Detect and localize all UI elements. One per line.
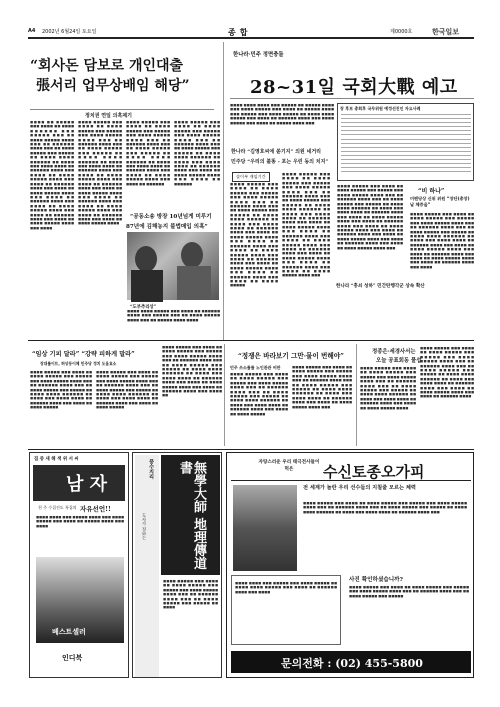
lead-title-2: 張서리 업무상배임 해당” [36,78,190,94]
newspaper-logo: 한국일보 [432,27,460,36]
bottom-left-headline: “임상 기피 달라” “강략 피하게 말라” [32,351,135,358]
ogapi-ad: 자랑스러운 우리 태극전사들이 먹은 수신토종오가피 전 세계가 놀란 우리 선수들의 지칠줄 모르는 체력 ■■■■ ■■■■■ ■■■ ■■■■ ■■ ■■■■ ■■■■■ ■■■ ■■■■■ ■■■ ■■■■ ■■■■■ ■■■■ ■■■ ■■ ■■■■■■ ■■■■ ■■■ ■■ ■■■■ ■■■■■ ■■■ ■■■■■ ■■ ■■■■ ■■■■ ■■■■■■ ■■ ■■■■ ■■■ ■■■■ ■■■■ ■■ ■■■■■■ ■■■■ ■■■ ■■■■ ■■■■ ■■■ ■■■■■ ■■■ ■■■■ ■■■■■ ■■ ■■■■ ■■■■ ■■■■■ ■■■ ■■■■ ■■ ■■■■■■ ■■■■ ■■■ ■■■■ 사진 확인하셨습니까? ■■■■ ■■■■■ ■■■ ■■■■ ■■ ■■■■ ■■■■■ ■■■ ■■■■■ ■■■ ■■■■ ■■■■■ ■■■■ ■■■ ■■ ■■■■■■ ■■■■ ■■■ ■■ ■■■■ ■■■■■ ■■■ ■■■■■ 문의전화 : (02) 455-5800 [226,452,474,678]
middle-lede-1: 한나라 “김영호씨에 쏟기지” 의원 네거리 [231,149,321,155]
geomancy-ad: 풍수지리 도사가 전하는 無學大師 地理傳道書 ■■■■ ■■■■■ ■■■ ■■■■ ■■ ■■■■ ■■■■■ ■■■ ■■■■■ ■■■ ■■■■ ■■■■■ ■■■■ ■■■ ■■ ■■■■■■ ■■■■ ■■■ ■■ ■■■■ ■■■■■ ■■■ ■■■■■ ■■ ■■■■ [132,452,222,678]
middle-body-a: ■■■■ ■■■■■ ■■■ ■■■■ ■■ ■■■■ ■■■■■ ■■■ ■■■■■ ■■■ ■■■■ ■■■■■ ■■■■ ■■■ ■■ ■■■■■■ ■■■■ ■■■ ■■ ■■■■ ■■■■■ ■■■ ■■■■■ ■■ ■■■■ ■■■■ ■■■■■■ ■■ ■■■■ ■■■ ■■■■ ■■■■ ■■ ■■■■■■ ■■■■ ■■■ ■■■■ ■■ ■■■■ ■■■■■ ■■■■ ■■■ ■■■■ ■■ ■■■■■■ ■■■■ ■■■ ■■■■ ■■ ■■■■ ■■■■■ ■■■■ ■■■ ■■■■ ■■ ■■■■■■ ■■■■ ■■■ ■■■■ ■■ ■■■■ ■■■■■ ■■■■ ■■■ ■■■■ ■■ ■■■■■■ ■■■■ ■■■ ■■■■ ■■ ■■■■ ■■■■■ [230,182,278,288]
table-title: 장 후보 총회후 국무위원 예정선진인 자요사례 [340,106,421,111]
bottom-left-body-3: ■■■■ ■■■■■ ■■■ ■■■■ ■■ ■■■■ ■■■■■ ■■■ ■■■■■ ■■■ ■■■■ ■■■■■ ■■■■ ■■■ ■■ ■■■■■■ ■■■■ ■■■ ■■ ■■■■ ■■■■■ ■■■ ■■■■■ ■■ ■■■■ ■■■■ ■■■■■■ ■■ ■■■■ ■■■ ■■■■ ■■■■ ■■ ■■■■■■ ■■■■ ■■■ ■■■■ ■■ ■■■■ ■■■■■ ■■■■ ■■■ ■■■■ ■■ ■■■■■■ ■■■■ ■■■ ■■■■ ■■ [162,345,222,398]
ogapi-claim: 전 세계가 놀란 우리 선수들의 지칠줄 모르는 체력 [303,485,416,491]
news-photo [127,232,219,300]
page-number: A4 [28,28,36,34]
photo-quote-1: “공동소송 방장 10년넘게 미루기 [130,214,212,220]
middle-intro: ■■■■ ■■■■ ■■■■ ■■■ ■■■■■ ■■ ■■■■■ ■■■■ ■■■ ■■■■ ■■■■■ ■■■ ■■■■ ■■ ■■■■■ ■■■■ ■■■ ■■■■■ ■■■ ■■■■ ■■■■■ ■■ ■■■■ ■■■■ ■■■■■ ■■■ ■■■■ ■■ ■■■■■■ ■■■■ ■■■ ■■■■ ■■■■■ ■■■ ■■■■ ■■ ■■■■■ ■■■■ ■■■ [230,103,334,125]
geomancy-side-title: 도사가 전하는 [142,513,147,540]
center-low-body-2: ■■■■ ■■■■■ ■■■ ■■■■ ■■ ■■■■ ■■■■■ ■■■ ■■■■■ ■■■ ■■■■ ■■■■■ ■■■■ ■■■ ■■ ■■■■■■ ■■■■ ■■■ ■■ ■■■■ ■■■■■ ■■■ ■■■■■ ■■ ■■■■ ■■■■ ■■■■■■ ■■ ■■■■ ■■■ ■■■■ ■■■■ ■■ ■■■■■■ ■■■■ ■■■ ■■■■ ■■ ■■■■ ■■■■■ ■■■■ ■■■ [292,365,352,409]
page-header [28,27,474,37]
middle-title: 28~31일 국회大戰 예고 [250,77,458,98]
book-ad-title: 남 자 [66,474,108,495]
bottom-left-body-2: ■■■■ ■■■■■ ■■■ ■■■■ ■■ ■■■■ ■■■■■ ■■■ ■■■■■ ■■■ ■■■■ ■■■■■ ■■■■ ■■■ ■■ ■■■■■■ ■■■■ ■■■ ■■ ■■■■ ■■■■■ ■■■ ■■■■■ ■■ ■■■■ ■■■■ ■■■■■■ ■■ ■■■■ ■■■ ■■■■ ■■■■ ■■ ■■■■■■ ■■■■ ■■■ ■■■■ ■■ ■■■■ ■■■■■ [96,370,158,410]
ogapi-portrait [233,485,297,571]
right-low-body-2: ■■■■ ■■■■■ ■■■ ■■■■ ■■ ■■■■ ■■■■■ ■■■ ■■■■■ ■■■ ■■■■ ■■■■■ ■■■■ ■■■ ■■ ■■■■■■ ■■■■ ■■■ ■■ ■■■■ ■■■■■ ■■■ ■■■■■ ■■ ■■■■ ■■■■ ■■■■■■ ■■ ■■■■ ■■■ ■■■■ ■■■■ ■■ ■■■■■■ ■■■■ ■■■ ■■■■ ■■ ■■■■ ■■■■■ ■■■■ ■■■ ■■■■ ■■ ■■■■■■ ■■■■ [420,346,474,399]
section-title: 종합 [228,27,252,37]
photo-caption-text: ■■■■ ■■■■ ■■■■■ ■■■ ■■■■ ■■ ■■■■■■ ■■■■ ■■■ ■■■■■ ■■■ ■■ ■■■■ ■■■■■ ■■■■ ■■■ ■■ ■■■■■ ■■■■ ■■■■ [127,309,220,322]
book-ad-bestseller: 베스트셀러 [52,627,86,636]
right-low-body-1: ■■■■ ■■■■■ ■■■ ■■■■ ■■ ■■■■ ■■■■■ ■■■ ■■■■■ ■■■ ■■■■ ■■■■■ ■■■■ ■■■ ■■ ■■■■■■ ■■■■ ■■■ ■■ ■■■■ ■■■■■ ■■■ ■■■■■ ■■ ■■■■ ■■■■ ■■■■■■ ■■ ■■■■ ■■■ ■■■■ ■■■■ ■■ ■■■■■■ ■■■■ ■■■ ■■■■ ■■ ■■■■ ■■■■■ ■■■■ [360,366,416,410]
photo-quote-2: 87년에 김해농지 불법매입 의혹” [126,224,208,230]
ogapi-brand: 수신토종오가피 [323,463,425,481]
side-headline: “비 하나” [418,188,445,195]
book-ad-header: 집 중 새 해 색 위 서 씨 [34,457,79,462]
middle-lede-2: 민주당 “우리의 불똥 - 포는 우린 동의 치지” [231,159,329,165]
geomancy-vertical-title: 無學大師 地理傳道書 [177,461,206,570]
side-subhead: 미랜당상 신위 위원 “장단(총장) 날 체증을” [410,196,470,207]
book-ad-subtitle: 천 주 수집진도 특집의 [38,505,77,510]
middle-body-b: ■■■■ ■■■■■ ■■■ ■■■■ ■■ ■■■■ ■■■■■ ■■■ ■■■■■ ■■■ ■■■■ ■■■■■ ■■■■ ■■■ ■■ ■■■■■■ ■■■■ ■■■ ■■ ■■■■ ■■■■■ ■■■ ■■■■■ ■■ ■■■■ ■■■■ ■■■■■■ ■■ ■■■■ ■■■ ■■■■ ■■■■ ■■ ■■■■■■ ■■■■ ■■■ ■■■■ ■■ ■■■■ ■■■■■ ■■■■ ■■■ ■■■■ ■■ ■■■■■■ ■■■■ ■■■ ■■■■ ■■ ■■■■ ■■■■■ ■■■■ ■■■ ■■■■ ■■ ■■■■■■ ■■■■ ■■■ ■■■■ ■■ ■■■■ ■■■■■ ■■■■ ■■■ ■■■■ ■■ ■■■■■■ ■■■■ ■■■ ■■■■ ■■ ■■■■ ■■■■■ ■■■■ ■■■ [282,172,330,278]
bottom-left-sub: 장대를이트, 허상동이체 민주당 정치 도움효소 [40,361,117,366]
candidate-table [337,103,474,181]
right-low-headline-1: 정종은·세경사서는 [372,349,416,355]
page-date: 2002년 6월24일 토요일 [42,29,97,35]
mid-subhead-1: 한나라 “흥쇠 성하” 민간탄행각군 상속 확산 [336,284,425,289]
middle-kicker: 한나라·민주 정면충돌 [233,52,284,58]
right-low-headline-2: 오늘 공표회동 물섭 [376,358,422,364]
ogapi-question: 사진 확인하셨습니까? [349,577,403,583]
bottom-left-body-1: ■■■■ ■■■■■ ■■■ ■■■■ ■■ ■■■■ ■■■■■ ■■■ ■■■■■ ■■■ ■■■■ ■■■■■ ■■■■ ■■■ ■■ ■■■■■■ ■■■■ ■■■ ■■ ■■■■ ■■■■■ ■■■ ■■■■■ ■■ ■■■■ ■■■■ ■■■■■■ ■■ ■■■■ ■■■ ■■■■ ■■■■ ■■ ■■■■■■ ■■■■ ■■■ ■■■■ ■■ ■■■■ ■■■■■ [30,370,92,410]
photo-caption-tag: “도부추리상” [130,305,157,310]
book-ad: 집 중 새 해 색 위 서 씨 남 자 천 주 수집진도 특집의 자유선언!! ■■■■ ■■■■ ■■■ ■■■■■ ■■■■ ■■■ ■■■■ ■■■■■ ■■■ ■■■■ ■■ ■■■■■ ■■■■ ■■■ ■■■■ 베스트셀러 인디북 [29,452,129,678]
center-low-side: 민주 쓰소를를 노인관관 비판 [230,365,281,370]
middle-box-label: 솔이부 재임기간 [232,172,270,182]
lead-title-1: “회사돈 담보로 개인대출 [30,58,184,74]
lead-body-col2: ■■■■ ■■■■■ ■■■ ■■■■ ■■ ■■■■ ■■■■■ ■■■ ■■■■■ ■■■ ■■■■ ■■■■■ ■■■■ ■■■ ■■ ■■■■■■ ■■■■ ■■■ ■■ ■■■■ ■■■■■ ■■■ ■■■■■ ■■ ■■■■ ■■■■ ■■■■■■ ■■ ■■■■ ■■■ ■■■■ ■■■■ ■■ ■■■■■■ ■■■■ ■■■ ■■■■ ■■ ■■■■ ■■■■■ ■■■■ ■■■ ■■■■ ■■ ■■■■■■ ■■■■ ■■■ ■■■■ ■■ ■■■■ ■■■■■ ■■■■ ■■■ ■■■■ ■■ ■■■■■■ ■■■■ ■■■ ■■■■ ■■ ■■■■ ■■■■■ ■■■■ ■■■ ■■■■ ■■ ■■■■■■ ■■■■ ■■■ ■■■■ ■■ ■■■■ ■■■■■ ■■■■ [78,120,122,226]
lead-headline-box [30,57,220,105]
lead-body-col4: ■■■■ ■■■■■ ■■■ ■■■■ ■■ ■■■■ ■■■■■ ■■■ ■■■■■ ■■■ ■■■■ ■■■■■ ■■■■ ■■■ ■■ ■■■■■■ ■■■■ ■■■ ■■ ■■■■ ■■■■■ ■■■ ■■■■■ ■■ ■■■■ ■■■■ ■■■■■■ ■■ ■■■■ ■■■ ■■■■ ■■■■ ■■ ■■■■■■ ■■■■ ■■■ ■■■■ ■■ ■■■■ ■■■■■ ■■■■ ■■■ ■■■■ ■■ ■■■■■■ [174,120,220,186]
lead-body-col1: ■■■■ ■■ ■■■■■ ■■■ ■■■■ ■■ ■■■■ ■■■■■■ ■■■ ■■■■■ ■■■ ■■ ■■■■ ■■■■■ ■■■■ ■■■ ■■ ■■■■■■ ■■■■ ■■■ ■■ ■■■■ ■■■■■ ■■■ ■■■■■ ■■ ■■■■ ■■■■ ■■■■■■ ■■ ■■■■ ■■■ ■■■■ ■■■■ ■■ ■■■■■■ ■■■■ ■■■ ■■■■ ■■ ■■■■ ■■■■■ ■■■■ ■■■ ■■■■ ■■ ■■■■■■ ■■■■ ■■■ ■■■■ ■■ ■■■■ ■■■■■ ■■■■ ■■■ ■■■■ ■■ ■■■■■■ ■■■■ ■■■ ■■■■ ■■ ■■■■ ■■■■■ ■■■■ ■■■ ■■■■ ■■ ■■■■■■ ■■■■ ■■■ ■■■■ ■■ ■■■■ ■■■■■ ■■■■ ■■■ ■■■■ [30,120,74,230]
center-low-headline: “정쟁은 바라보기 그만·물이 번해야” [238,352,344,360]
book-ad-slogan: 자유선언!! [80,505,111,513]
lead-body-col3: ■■■■ ■■■■■ ■■■ ■■■■ ■■ ■■■■ ■■■■■ ■■■ ■■■■■ ■■■ ■■■■ ■■■■■ ■■■■ ■■■ ■■ ■■■■■■ ■■■■ ■■■ ■■ ■■■■ ■■■■■ ■■■ ■■■■■ ■■ ■■■■ ■■■■ ■■■■■■ ■■ ■■■■ ■■■ ■■■■ ■■■■ ■■ ■■■■■■ ■■■■ ■■■ ■■■■ ■■ ■■■■ ■■■■■ ■■■■ ■■■ ■■■■ ■■ ■■■■■■ [126,120,170,186]
lead-subhead: 정치권 연일 의혹제기 [85,113,132,119]
right-body-b: ■■■■ ■■■■■ ■■■ ■■■■ ■■ ■■■■ ■■■■■ ■■■ ■■■■■ ■■■ ■■■■ ■■■■■ ■■■■ ■■■ ■■ ■■■■■■ ■■■■ ■■■ ■■ ■■■■ ■■■■■ ■■■ ■■■■■ ■■ ■■■■ ■■■■ ■■■■■■ ■■ ■■■■ ■■■ ■■■■ ■■■■ ■■ ■■■■■■ ■■■■ ■■■ ■■■■ ■■ ■■■■ ■■■■■ ■■■■ ■■■ ■■■■ ■■ ■■■■■■ ■■■■ ■■■ ■■■■ ■■ ■■■■ ■■■■■ ■■■■ ■■■ ■■■■ ■■ ■■■■■■ ■■■■ ■■■ ■■■■ [410,212,474,269]
geomancy-label: 풍수지리 [148,459,154,479]
center-low-body-1: ■■■■ ■■■■■ ■■■ ■■■■ ■■ ■■■■ ■■■■■ ■■■ ■■■■■ ■■■ ■■■■ ■■■■■ ■■■■ ■■■ ■■ ■■■■■■ ■■■■ ■■■ ■■ ■■■■ ■■■■■ ■■■ ■■■■■ ■■ ■■■■ ■■■■ ■■■■■■ ■■ ■■■■ ■■■ ■■■■ ■■■■ ■■ ■■■■■■ ■■■■ ■■■ ■■■■ ■■ ■■■■ ■■■■■ [230,372,288,416]
ogapi-contact: 문의전화 : (02) 455-5800 [281,657,423,670]
right-body-a: ■■■■ ■■■■■ ■■■ ■■■■ ■■ ■■■■ ■■■■■ ■■■ ■■■■■ ■■■ ■■■■ ■■■■■ ■■■■ ■■■ ■■ ■■■■■■ ■■■■ ■■■ ■■ ■■■■ ■■■■■ ■■■ ■■■■■ ■■ ■■■■ ■■■■ ■■■■■■ ■■ ■■■■ ■■■ ■■■■ ■■■■ ■■ ■■■■■■ ■■■■ ■■■ ■■■■ ■■ ■■■■ ■■■■■ ■■■■ ■■■ ■■■■ ■■ ■■■■■■ ■■■■ ■■■ ■■■■ ■■ ■■■■ ■■■■■ ■■■■ ■■■ ■■■■ ■■ ■■■■■■ ■■■■ ■■■ ■■■■ ■■ ■■■■ ■■■■■ ■■■■ ■■■ ■■■■ ■■ ■■■■■■ ■■■■ ■■■ ■■■■ ■■ ■■■■ ■■■■■ ■■■■ ■■■ [337,184,403,250]
issue-code: 제0000호 [390,29,413,35]
book-ad-publisher: 인디북 [62,653,83,662]
ogapi-tag: 자랑스러운 우리 태극전사들이 먹은 [258,460,320,472]
